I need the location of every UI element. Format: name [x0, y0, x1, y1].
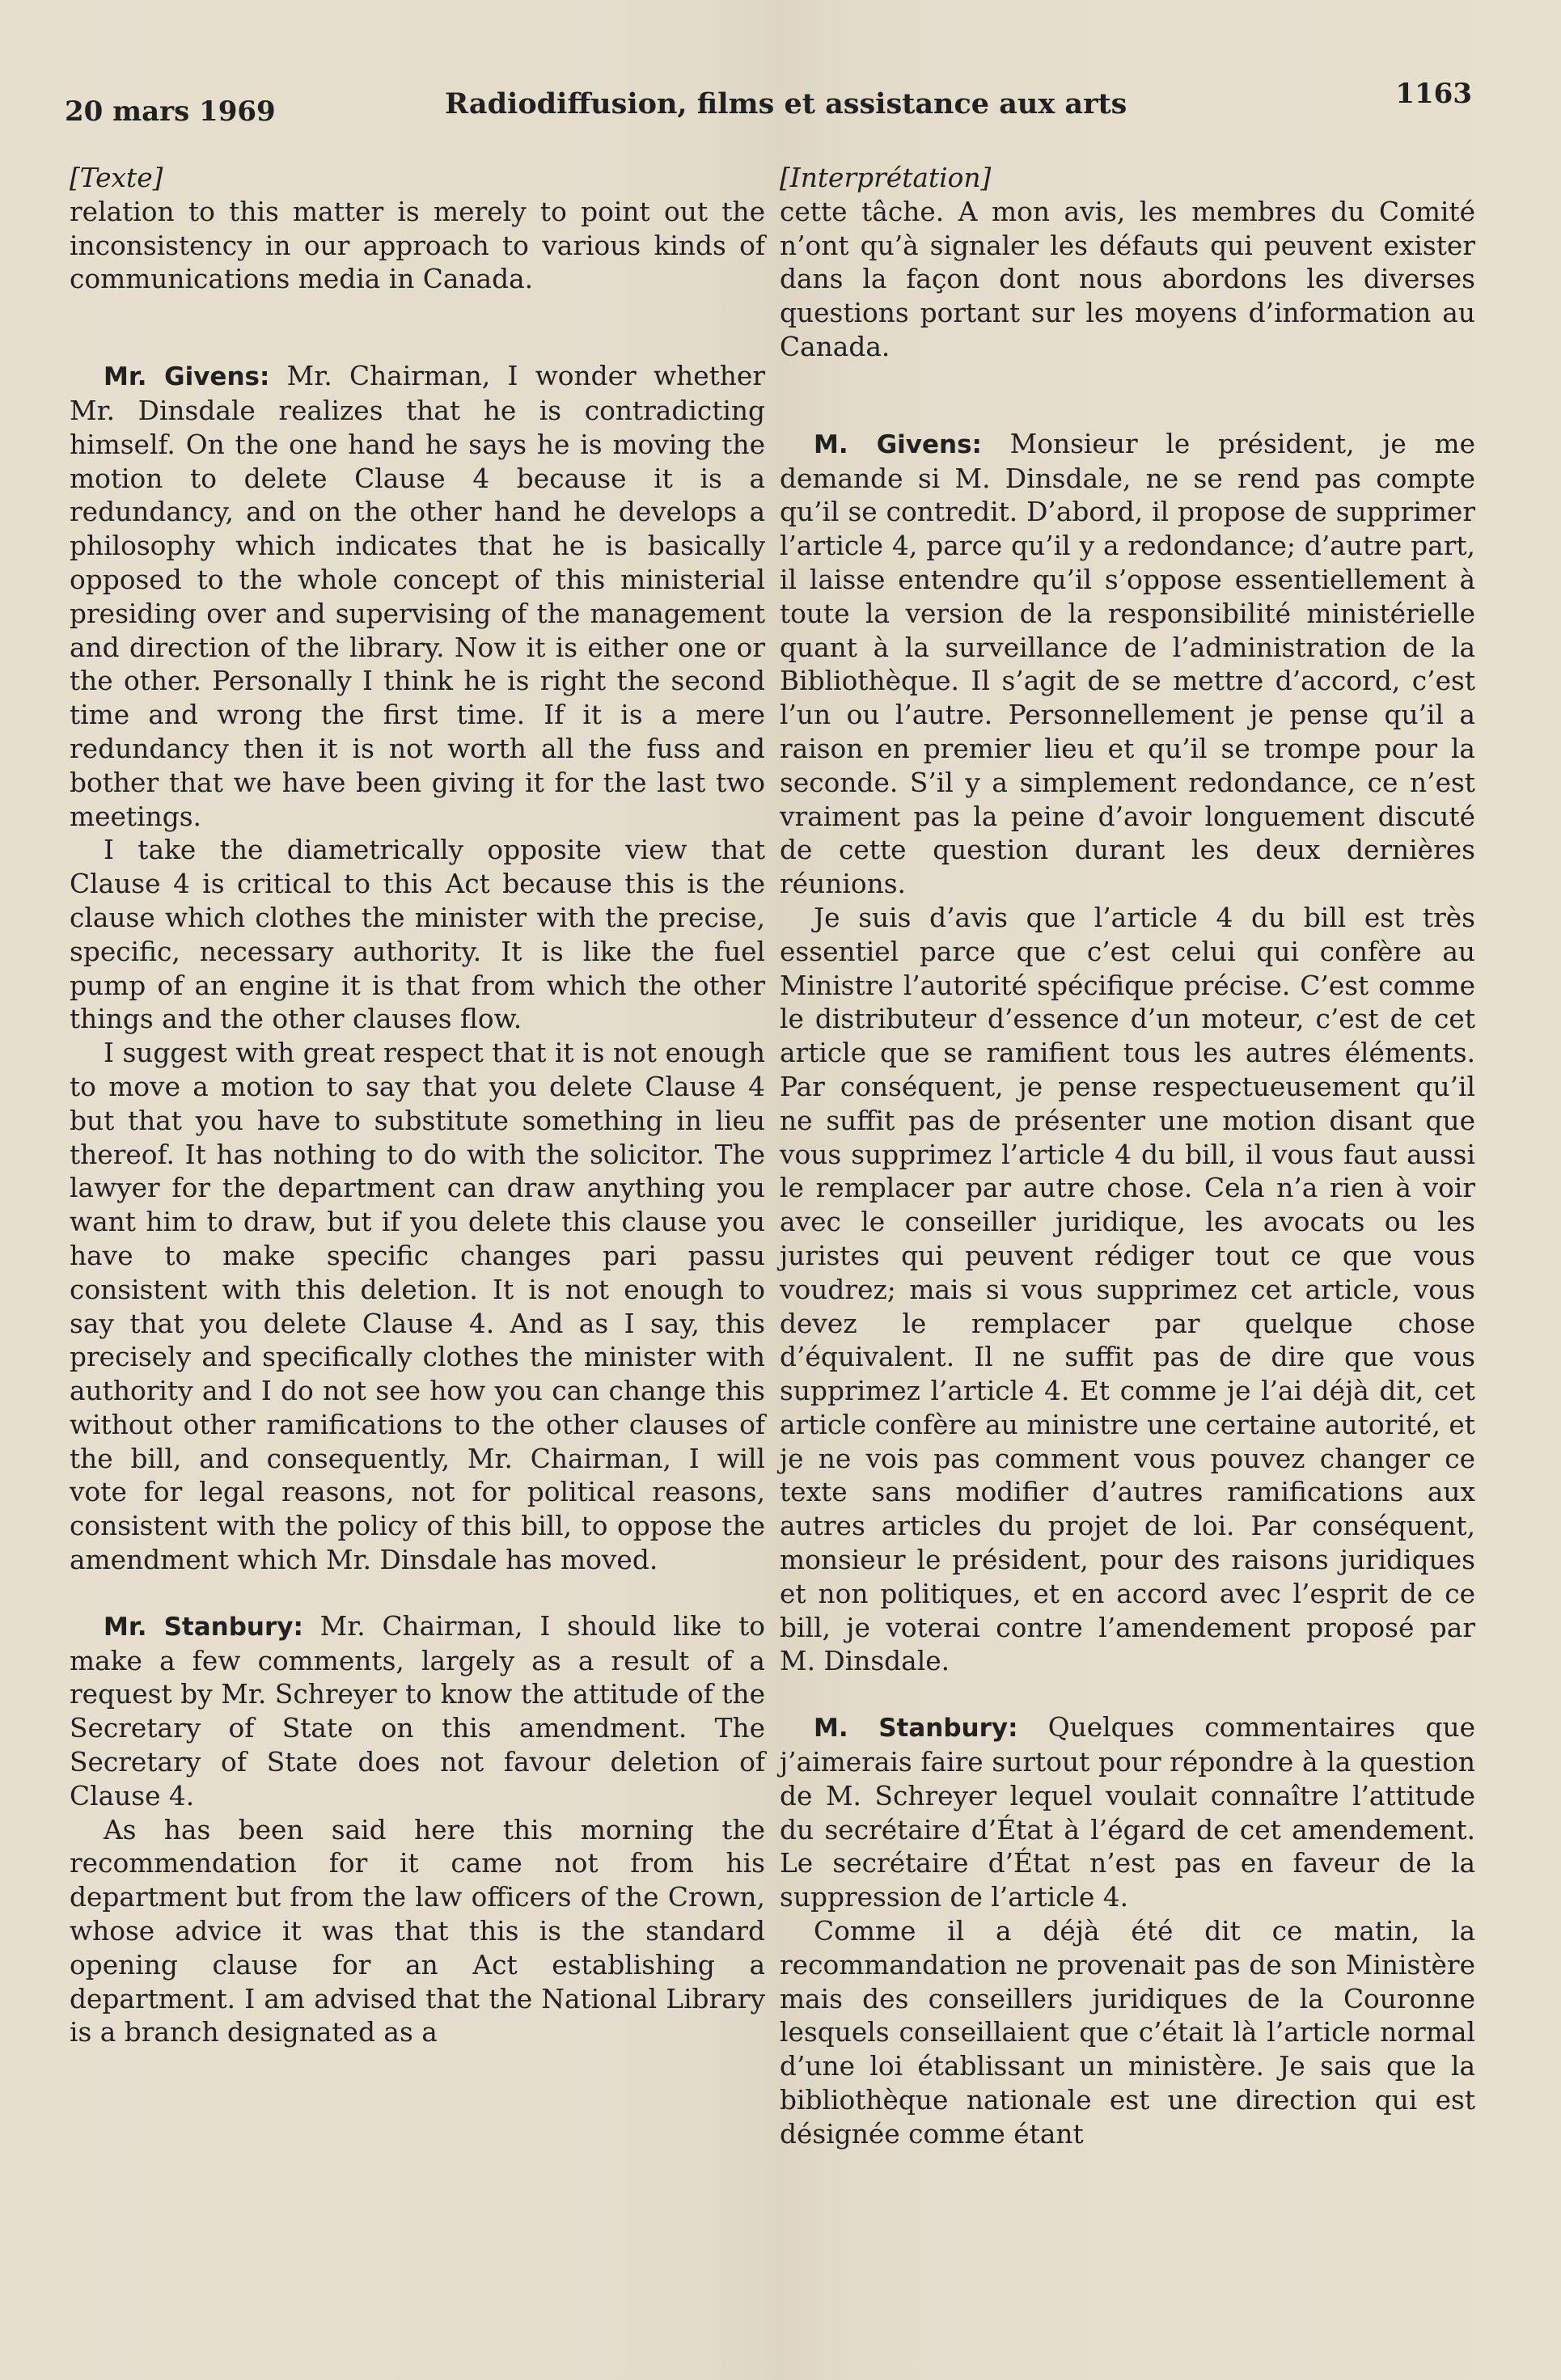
paragraph: relation to this matter is merely to point out the inconsistency in our approach to various kinds of communications media in Canada.: [70, 196, 765, 295]
paragraph: Comme il a déjà été dit ce matin, la recommandation ne provenait pas de son Ministère mais des conseillers juridiques de la Couronne lesquels conseillaient que c’était là l’article normal d’une loi établissant un ministère. Je sais que la bibliothèque nationale est une direction qui est désignée comme étant: [780, 1916, 1475, 2150]
speech-stanbury: [70, 1610, 765, 1814]
paragraph: I suggest with great respect that it is not enough to move a motion to say that you delete Clause 4 but that you have to substitute something in lieu thereof. It has nothing to do with the solicitor. The lawyer for the department can draw anything you want him to draw, but if you delete this clause you have to make specific changes pari passu consistent with this deletion. It is not enough to say that you delete Clause 4. And as I say, this precisely and specifically clothes the minister with authority and I do not see how you can change this without other ramifications to the other clauses of the bill, and consequently, Mr. Chairman, I will vote for legal reasons, not for political reasons, consistent with the policy of this bill, to oppose the amendment which Mr. Dinsdale has moved.: [70, 1038, 765, 1576]
paragraph: I take the diametrically opposite view that Clause 4 is critical to this Act because this is the clause which clothes the minister with the precise, specific, necessary authority. It is like the fuel pump of an engine it is that from which the other things and the other clauses flow.: [70, 835, 765, 1035]
paragraph: Je suis d’avis que l’article 4 du bill est très essentiel parce que c’est celui qui confère au Ministre l’autorité spécifique précise. C’est comme le distributeur d’essence d’un moteur, c’est de cet article que se ramifient tous les autres éléments. Par conséquent, je pense respectueusement qu’il ne suffit pas de présenter une motion disant que vous supprimez l’article 4 du bill, il vous faut aussi le remplacer par autre chose. Cela n’a rien à voir avec le conseiller juridique, les avocats ou les juristes qui peuvent rédiger tout ce que vous voudrez; mais si vous supprimez cet article, vous devez le remplacer par quelque chose d’équivalent. Il ne suffit pas de dire que vous supprimez l’article 4. Et comme je l’ai déjà dit, cet article confère au ministre une certaine autorité, et je ne vois pas comment vous pouvez changer ce texte sans modifier d’autres ramifications aux autres articles du projet de loi. Par conséquent, monsieur le président, pour des raisons juridiques et non politiques, et en accord avec l’esprit de ce bill, je voterai contre l’amendement proposé par M. Dinsdale.: [780, 902, 1475, 1677]
speech-text: Mr. Chairman, I should like to make a few comments, largely as a result of a request by Mr. Schreyer to know the attitude of the Secretary of State on this amendment. The Secretary of State does not favour deletion of Clause 4.: [70, 1610, 765, 1811]
speaker-name: M. Givens:: [814, 429, 982, 459]
english-column: [70, 162, 765, 2050]
speech-stanbury: [780, 1711, 1475, 1915]
paragraph: cette tâche. A mon avis, les membres du Comité n’ont qu’à signaler les défauts qui peuvent exister dans la façon dont nous abordons les diverses questions portant sur les moyens d’information au Canada.: [780, 196, 1475, 362]
language-tag: [Texte]: [70, 163, 163, 193]
speech-text: Monsieur le président, je me demande si M. Dinsdale, ne se rend pas compte qu’il se contredit. D’abord, il propose de supprimer l’article 4, parce qu’il y a redondance; d’autre part, il laisse entendre qu’il s’oppose essentiellement à toute la version de la responsibilité ministérielle quant à la surveillance de l’administration de la Bibliothèque. Il s’agit de se mettre d’accord, c’est l’un ou l’autre. Personnellement je pense qu’il a raison en premier lieu et qu’il se trompe pour la seconde. S’il y a simplement redondance, ce n’est vraiment pas la peine d’avoir longuement discuté de cette question durant les deux dernières réunions.: [780, 428, 1475, 900]
french-column: [780, 162, 1475, 2152]
page-number: 1163: [1395, 78, 1472, 110]
speech-givens: [70, 360, 765, 834]
language-tag: [Interprétation]: [780, 163, 992, 193]
speaker-name: Mr. Stanbury:: [104, 1612, 303, 1642]
speech-text: Quelques commentaires que j’aimerais faire surtout pour répondre à la question de M. Schreyer lequel voulait connaître l’attitude du secrétaire d’État à l’égard de cet amendement. Le secrétaire d’État n’est pas en faveur de la suppression de l’article 4.: [780, 1712, 1475, 1913]
speech-givens: [780, 428, 1475, 902]
speech-text: Mr. Chairman, I wonder whether Mr. Dinsdale realizes that he is contradicting himself. On the one hand he says he is moving the motion to delete Clause 4 because it is a redundancy, and on the other hand he develops a philosophy which indicates that he is basically opposed to the whole concept of this ministerial presiding over and supervising of the management and direction of the library. Now it is either one or the other. Personally I think he is right the second time and wrong the first time. If it is a mere redundancy then it is not worth all the fuss and bother that we have been giving it for the last two meetings.: [70, 361, 765, 832]
header-title: Radiodiffusion, films et assistance aux arts: [445, 87, 1127, 120]
running-header: [65, 78, 1472, 134]
speaker-name: Mr. Givens:: [104, 362, 270, 392]
speaker-name: M. Stanbury:: [814, 1714, 1018, 1744]
paragraph: As has been said here this morning the recommendation for it came not from his department but from the law officers of the Crown, whose advice it was that this is the standard opening clause for an Act establishing a department. I am advised that the National Library is a branch designated as a: [70, 1814, 765, 2048]
header-date: 20 mars 1969: [65, 95, 276, 128]
